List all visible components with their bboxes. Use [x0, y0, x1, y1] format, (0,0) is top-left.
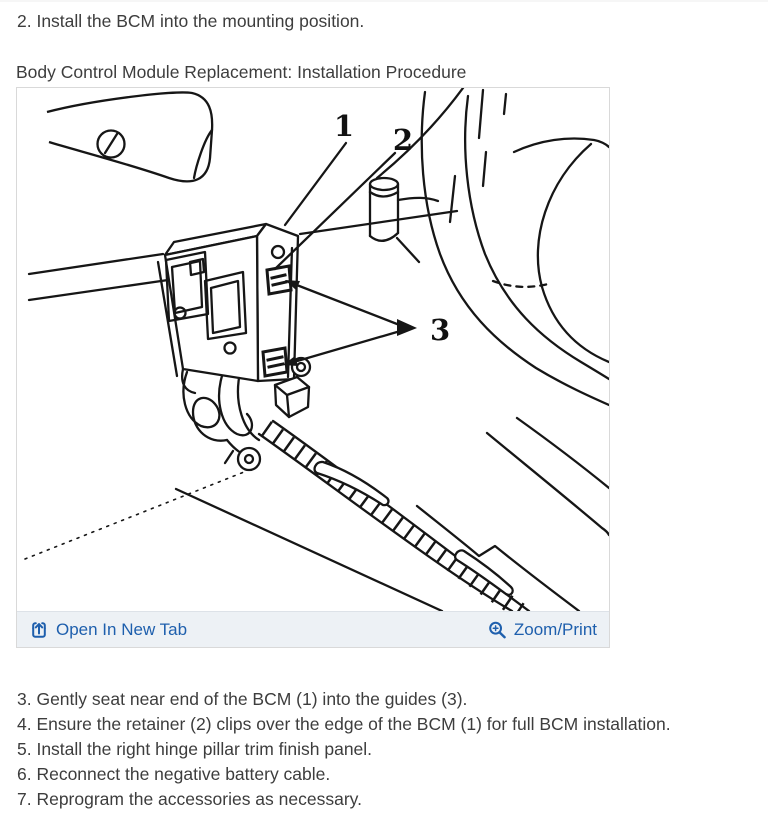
figure-title: Body Control Module Replacement: Installation Procedure	[16, 62, 467, 82]
figure-toolbar	[17, 611, 609, 647]
installation-steps	[17, 687, 671, 812]
open-in-new-tab-icon	[29, 620, 49, 640]
figure-panel	[16, 87, 610, 648]
zoom-print-label: Zoom/Print	[513, 619, 597, 639]
step-item-7: 7. Reprogram the accessories as necessary.	[17, 789, 362, 809]
bcm-module	[158, 224, 298, 393]
step-item-4: 4. Ensure the retainer (2) clips over the edge of the BCM (1) for full BCM installation.	[17, 714, 671, 734]
sill-plate	[259, 421, 529, 611]
step-item-3: 3. Gently seat near end of the BCM (1) into the guides (3).	[17, 689, 468, 709]
open-in-new-tab-link[interactable]	[29, 620, 187, 640]
zoom-magnifier-icon	[487, 620, 507, 640]
zoom-print-link[interactable]	[487, 620, 597, 640]
callout-3: 3	[430, 313, 451, 347]
step-item-6: 6. Reconnect the negative battery cable.	[17, 764, 331, 784]
bcm-installation-diagram	[17, 88, 609, 611]
open-in-new-tab-label: Open In New Tab	[56, 619, 188, 639]
page-top-edge	[0, 0, 768, 2]
step-2-text: 2. Install the BCM into the mounting position.	[17, 11, 365, 31]
callout-1: 1	[333, 109, 355, 143]
trim-panel-shape	[47, 92, 212, 181]
step-item-5: 5. Install the right hinge pillar trim finish panel.	[17, 739, 373, 759]
door-stop-cylinder	[370, 178, 438, 262]
floor-lines	[25, 418, 609, 611]
callout-2: 2	[392, 123, 414, 157]
